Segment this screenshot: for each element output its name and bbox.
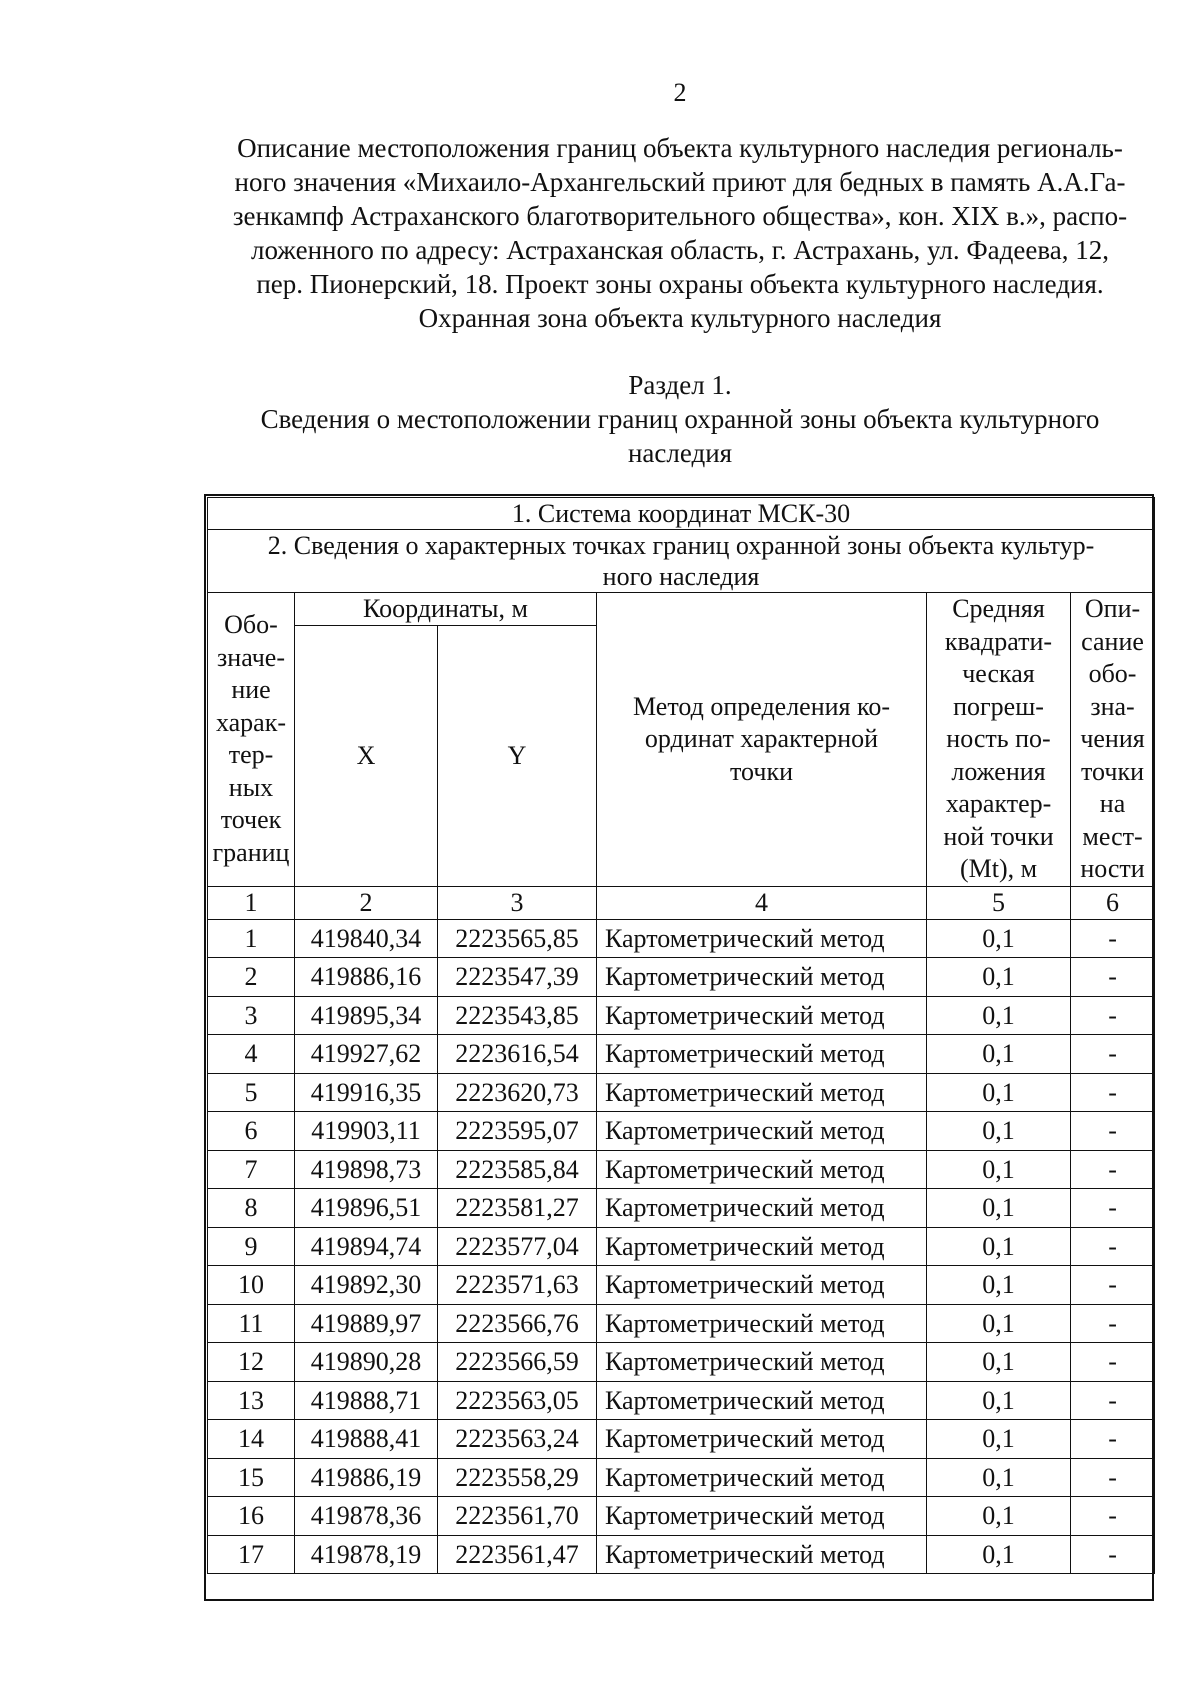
header-text: точек [220, 805, 282, 835]
description-cell: - [1071, 1381, 1155, 1420]
header-text: ние [231, 675, 271, 705]
table-info-row [208, 530, 1155, 593]
point-number-cell: 15 [208, 1458, 295, 1497]
x-coordinate-cell: 419889,97 [295, 1304, 438, 1343]
y-coordinate-cell: 2223558,29 [438, 1458, 597, 1497]
y-coordinate-cell: 2223566,76 [438, 1304, 597, 1343]
y-coordinate-cell: 2223581,27 [438, 1189, 597, 1228]
method-cell: Картометрический метод [597, 1458, 927, 1497]
header-text: погреш- [953, 691, 1044, 721]
table-row [208, 1112, 1155, 1151]
info-cell [208, 530, 1155, 593]
method-cell: Картометрический метод [597, 1227, 927, 1266]
error-cell: 0,1 [927, 1535, 1071, 1574]
x-coordinate-cell: 419916,35 [295, 1073, 438, 1112]
error-cell: 0,1 [927, 1112, 1071, 1151]
error-cell: 0,1 [927, 1304, 1071, 1343]
point-number-cell: 1 [208, 919, 295, 958]
x-coordinate-cell: 419878,36 [295, 1497, 438, 1536]
point-number-cell: 16 [208, 1497, 295, 1536]
error-cell: 0,1 [927, 958, 1071, 997]
point-number-cell: 9 [208, 1227, 295, 1266]
point-number-cell: 17 [208, 1535, 295, 1574]
method-cell: Картометрический метод [597, 1150, 927, 1189]
x-coordinate-cell: 419898,73 [295, 1150, 438, 1189]
error-cell: 0,1 [927, 1150, 1071, 1189]
table-row [208, 1035, 1155, 1074]
y-coordinate-cell: 2223543,85 [438, 996, 597, 1035]
y-coordinate-cell: 2223547,39 [438, 958, 597, 997]
header-text: Метод определения ко- [633, 691, 890, 721]
error-cell: 0,1 [927, 919, 1071, 958]
x-coordinate-cell: 419896,51 [295, 1189, 438, 1228]
method-cell: Картометрический метод [597, 996, 927, 1035]
y-coordinate-cell: 2223561,47 [438, 1535, 597, 1574]
description-cell: - [1071, 1150, 1155, 1189]
document-intro [190, 131, 1170, 335]
point-number-cell: 14 [208, 1420, 295, 1459]
description-cell: - [1071, 1073, 1155, 1112]
header-text: ординат характерной [644, 724, 879, 753]
error-cell: 0,1 [927, 1035, 1071, 1074]
method-cell: Картометрический метод [597, 1035, 927, 1074]
column-number-row [208, 886, 1155, 919]
method-cell: Картометрический метод [597, 1304, 927, 1343]
point-number-cell: 10 [208, 1266, 295, 1305]
x-coordinate-cell: 419892,30 [295, 1266, 438, 1305]
column-number: 5 [927, 886, 1071, 919]
intro-line: Охранная зона объекта культурного наследия [418, 303, 942, 333]
table-row [208, 1266, 1155, 1305]
method-cell: Картометрический метод [597, 1381, 927, 1420]
section-title: Раздел 1. [628, 370, 732, 400]
x-coordinate-cell: 419890,28 [295, 1343, 438, 1382]
error-cell: 0,1 [927, 1266, 1071, 1305]
header-y: Y [438, 626, 597, 887]
error-cell: 0,1 [927, 1227, 1071, 1266]
error-cell: 0,1 [927, 1497, 1071, 1536]
x-coordinate-cell: 419840,34 [295, 919, 438, 958]
header-text: обо- [1088, 659, 1137, 688]
table-row [208, 1497, 1155, 1536]
info-line: ного наследия [602, 562, 760, 591]
header-text: границ [212, 837, 290, 867]
method-cell: Картометрический метод [597, 1112, 927, 1151]
description-cell: - [1071, 1189, 1155, 1228]
table-row [208, 1420, 1155, 1459]
method-cell: Картометрический метод [597, 958, 927, 997]
header-text: точки [730, 756, 793, 786]
coordinates-table [207, 497, 1155, 1574]
header-text: ности [1080, 854, 1145, 883]
column-number: 2 [295, 886, 438, 919]
table-row [208, 1343, 1155, 1382]
method-cell: Картометрический метод [597, 1073, 927, 1112]
method-cell: Картометрический метод [597, 1266, 927, 1305]
header-error [927, 593, 1071, 887]
header-text: квадрати- [944, 626, 1053, 656]
table-row [208, 1458, 1155, 1497]
table-row [208, 1073, 1155, 1112]
header-text: ность по- [946, 724, 1051, 753]
method-cell: Картометрический метод [597, 1189, 927, 1228]
table-row [208, 1227, 1155, 1266]
y-coordinate-cell: 2223571,63 [438, 1266, 597, 1305]
description-cell: - [1071, 1535, 1155, 1574]
description-cell: - [1071, 958, 1155, 997]
point-number-cell: 8 [208, 1189, 295, 1228]
point-number-cell: 2 [208, 958, 295, 997]
description-cell: - [1071, 1112, 1155, 1151]
header-text: значе- [217, 642, 285, 672]
error-cell: 0,1 [927, 1381, 1071, 1420]
header-text: точки [1081, 756, 1144, 786]
table-row [208, 919, 1155, 958]
x-coordinate-cell: 419888,41 [295, 1420, 438, 1459]
header-coordinates-group: Координаты, м [295, 593, 597, 626]
y-coordinate-cell: 2223616,54 [438, 1035, 597, 1074]
table-header-row [208, 593, 1155, 626]
error-cell: 0,1 [927, 1073, 1071, 1112]
page-number: 2 [673, 78, 687, 107]
header-method [597, 593, 927, 887]
method-cell: Картометрический метод [597, 1497, 927, 1536]
header-text: ных [228, 772, 274, 802]
header-text: ной точки [943, 821, 1054, 851]
y-coordinate-cell: 2223566,59 [438, 1343, 597, 1382]
header-text: чения [1080, 724, 1145, 753]
x-coordinate-cell: 419895,34 [295, 996, 438, 1035]
header-text: Опи- [1084, 594, 1141, 623]
table-row [208, 958, 1155, 997]
x-coordinate-cell: 419878,19 [295, 1535, 438, 1574]
intro-line: Описание местоположения границ объекта культурного наследия региональ- [237, 133, 1123, 163]
table-system-row [208, 498, 1155, 530]
point-number-cell: 3 [208, 996, 295, 1035]
description-cell: - [1071, 1227, 1155, 1266]
header-text: зна- [1090, 691, 1135, 721]
table-row [208, 1381, 1155, 1420]
x-coordinate-cell: 419894,74 [295, 1227, 438, 1266]
header-description [1071, 593, 1155, 887]
header-text: Обо- [224, 610, 278, 640]
description-cell: - [1071, 1458, 1155, 1497]
intro-line: ложенного по адресу: Астраханская область, г. Астрахань, ул. Фадеева, 12, [251, 235, 1109, 265]
description-cell: - [1071, 1420, 1155, 1459]
x-coordinate-cell: 419888,71 [295, 1381, 438, 1420]
point-number-cell: 13 [208, 1381, 295, 1420]
point-number-cell: 4 [208, 1035, 295, 1074]
description-cell: - [1071, 1035, 1155, 1074]
description-cell: - [1071, 1266, 1155, 1305]
point-number-cell: 11 [208, 1304, 295, 1343]
header-text: на [1099, 789, 1126, 818]
point-number-cell: 12 [208, 1343, 295, 1382]
y-coordinate-cell: 2223595,07 [438, 1112, 597, 1151]
column-number: 4 [597, 886, 927, 919]
description-cell: - [1071, 1304, 1155, 1343]
x-coordinate-cell: 419886,16 [295, 958, 438, 997]
error-cell: 0,1 [927, 1343, 1071, 1382]
intro-line: ного значения «Михаило-Архангельский приют для бедных в память А.А.Га- [234, 167, 1126, 197]
method-cell: Картометрический метод [597, 919, 927, 958]
error-cell: 0,1 [927, 996, 1071, 1035]
section-heading [190, 368, 1170, 470]
header-designation [208, 593, 295, 887]
info-line: 2. Сведения о характерных точках границ охранной зоны объекта культур- [267, 531, 1095, 560]
description-cell: - [1071, 1497, 1155, 1536]
y-coordinate-cell: 2223561,70 [438, 1497, 597, 1536]
method-cell: Картометрический метод [597, 1343, 927, 1382]
header-text: ложения [951, 756, 1046, 786]
point-number-cell: 6 [208, 1112, 295, 1151]
table-row [208, 1535, 1155, 1574]
header-text: сание [1081, 626, 1144, 656]
column-number: 1 [208, 886, 295, 919]
table-row [208, 1150, 1155, 1189]
header-text: Средняя [952, 594, 1045, 623]
y-coordinate-cell: 2223563,05 [438, 1381, 597, 1420]
error-cell: 0,1 [927, 1458, 1071, 1497]
header-x: X [295, 626, 438, 887]
x-coordinate-cell: 419927,62 [295, 1035, 438, 1074]
point-number-cell: 7 [208, 1150, 295, 1189]
header-text: ческая [962, 659, 1035, 688]
method-cell: Картометрический метод [597, 1535, 927, 1574]
table-row [208, 996, 1155, 1035]
header-text: мест- [1082, 821, 1143, 851]
header-text: (Mt), м [959, 854, 1038, 883]
section-subtitle-line: наследия [627, 438, 733, 468]
description-cell: - [1071, 996, 1155, 1035]
section-subtitle-line: Сведения о местоположении границ охранной зоны объекта культурного [260, 404, 1100, 434]
y-coordinate-cell: 2223585,84 [438, 1150, 597, 1189]
y-coordinate-cell: 2223563,24 [438, 1420, 597, 1459]
table-row [208, 1304, 1155, 1343]
column-number: 6 [1071, 886, 1155, 919]
description-cell: - [1071, 1343, 1155, 1382]
method-cell: Картометрический метод [597, 1420, 927, 1459]
coordinate-system-cell: 1. Система координат МСК-30 [208, 498, 1155, 530]
y-coordinate-cell: 2223565,85 [438, 919, 597, 958]
x-coordinate-cell: 419903,11 [295, 1112, 438, 1151]
y-coordinate-cell: 2223620,73 [438, 1073, 597, 1112]
header-text: тер- [228, 740, 274, 770]
table-row [208, 1189, 1155, 1228]
header-text: харак- [215, 707, 287, 737]
header-text: характер- [945, 789, 1052, 818]
point-number-cell: 5 [208, 1073, 295, 1112]
intro-line: пер. Пионерский, 18. Проект зоны охраны объекта культурного наследия. [256, 269, 1104, 299]
column-number: 3 [438, 886, 597, 919]
error-cell: 0,1 [927, 1420, 1071, 1459]
intro-line: зенкампф Астраханского благотворительного общества», кон. XIX в.», распо- [232, 201, 1128, 231]
description-cell: - [1071, 919, 1155, 958]
error-cell: 0,1 [927, 1189, 1071, 1228]
y-coordinate-cell: 2223577,04 [438, 1227, 597, 1266]
x-coordinate-cell: 419886,19 [295, 1458, 438, 1497]
